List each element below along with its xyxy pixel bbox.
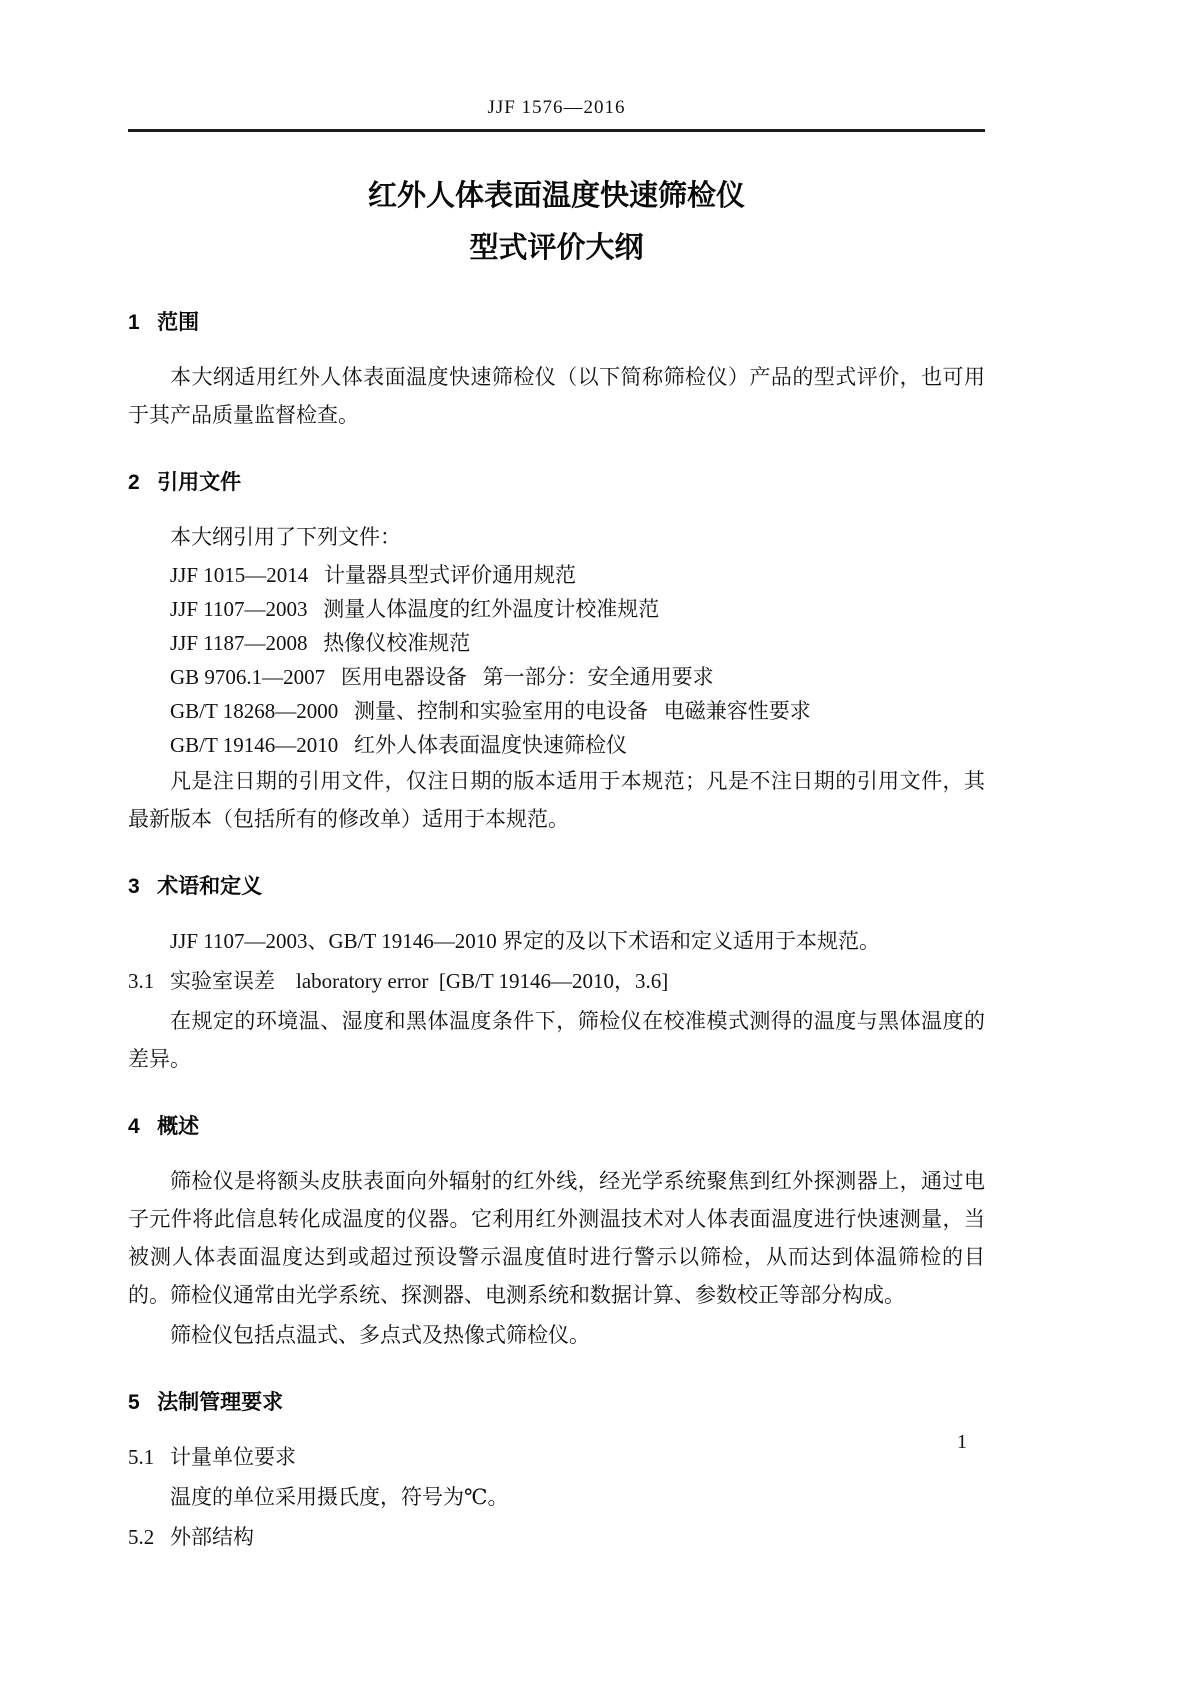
item-5-1: 5.1 计量单位要求 [128,1445,296,1469]
section-1-scope [128,308,985,434]
reference-item: JJF 1107—2003 测量人体温度的红外温度计校准规范 [170,597,660,621]
reference-item: GB/T 18268—2000 测量、控制和实验室用的电设备 电磁兼容性要求 [170,699,811,723]
document-title-line2: 型式评价大纲 [469,232,644,264]
references-intro: 本大纲引用了下列文件： [170,525,401,549]
section-2-heading: 2 引用文件 [128,471,242,494]
section-3-heading: 3 术语和定义 [128,875,263,898]
unit-paragraph: 温度的单位采用摄氏度，符号为℃。 [170,1485,509,1509]
document-title-line1: 红外人体表面温度快速筛检仪 [367,180,745,212]
section-4-overview [128,1112,985,1354]
scope-paragraph: 本大纲适用红外人体表面温度快速筛检仪（以下简称筛检仪）产品的型式评价，也可用于其产品质量监督检查。 [128,365,985,427]
section-5-heading: 5 法制管理要求 [128,1391,284,1414]
section-4-heading: 4 概述 [128,1115,200,1138]
references-note: 凡是注日期的引用文件，仅注日期的版本适用于本规范；凡是不注日期的引用文件，其最新版本（包括所有的修改单）适用于本规范。 [128,769,985,831]
term-3-1: 3.1 实验室误差 laboratory error [GB/T 19146—2010，3.6] [128,969,669,993]
header-rule [128,129,985,132]
document-title [128,170,985,274]
page-header [128,96,985,132]
reference-item: GB/T 19146—2010 红外人体表面温度快速筛检仪 [170,733,627,757]
item-5-2: 5.2 外部结构 [128,1525,254,1549]
reference-list [128,558,985,762]
section-5-legal-requirements [128,1388,985,1556]
overview-paragraph-1: 筛检仪是将额头皮肤表面向外辐射的红外线，经光学系统聚焦到红外探测器上，通过电子元件将此信息转化成温度的仪器。它利用红外测温技术对人体表面温度进行快速测量，当被测人体表面温度达到或超过预设警示温度值时进行警示以筛检，从而达到体温筛检的目的。筛检仪通常由光学系统、探测器、电测系统和数据计算、参数校正等部分构成。 [128,1169,985,1307]
term-3-1-definition: 在规定的环境温、湿度和黑体温度条件下，筛检仪在校准模式测得的温度与黑体温度的差异。 [128,1009,985,1071]
terms-intro: JJF 1107—2003、GB/T 19146—2010 界定的及以下术语和定义适用于本规范。 [170,929,880,953]
section-1-heading: 1 范围 [128,311,200,334]
reference-item: GB 9706.1—2007 医用电器设备 第一部分：安全通用要求 [170,665,714,689]
section-2-references [128,468,985,838]
overview-paragraph-2: 筛检仪包括点温式、多点式及热像式筛检仪。 [170,1323,590,1347]
reference-item: JJF 1015—2014 计量器具型式评价通用规范 [170,563,577,587]
reference-item: JJF 1187—2008 热像仪校准规范 [170,631,471,655]
section-3-terms [128,872,985,1078]
doc-number: JJF 1576—2016 [487,97,626,118]
page-number: 1 [957,1431,967,1453]
